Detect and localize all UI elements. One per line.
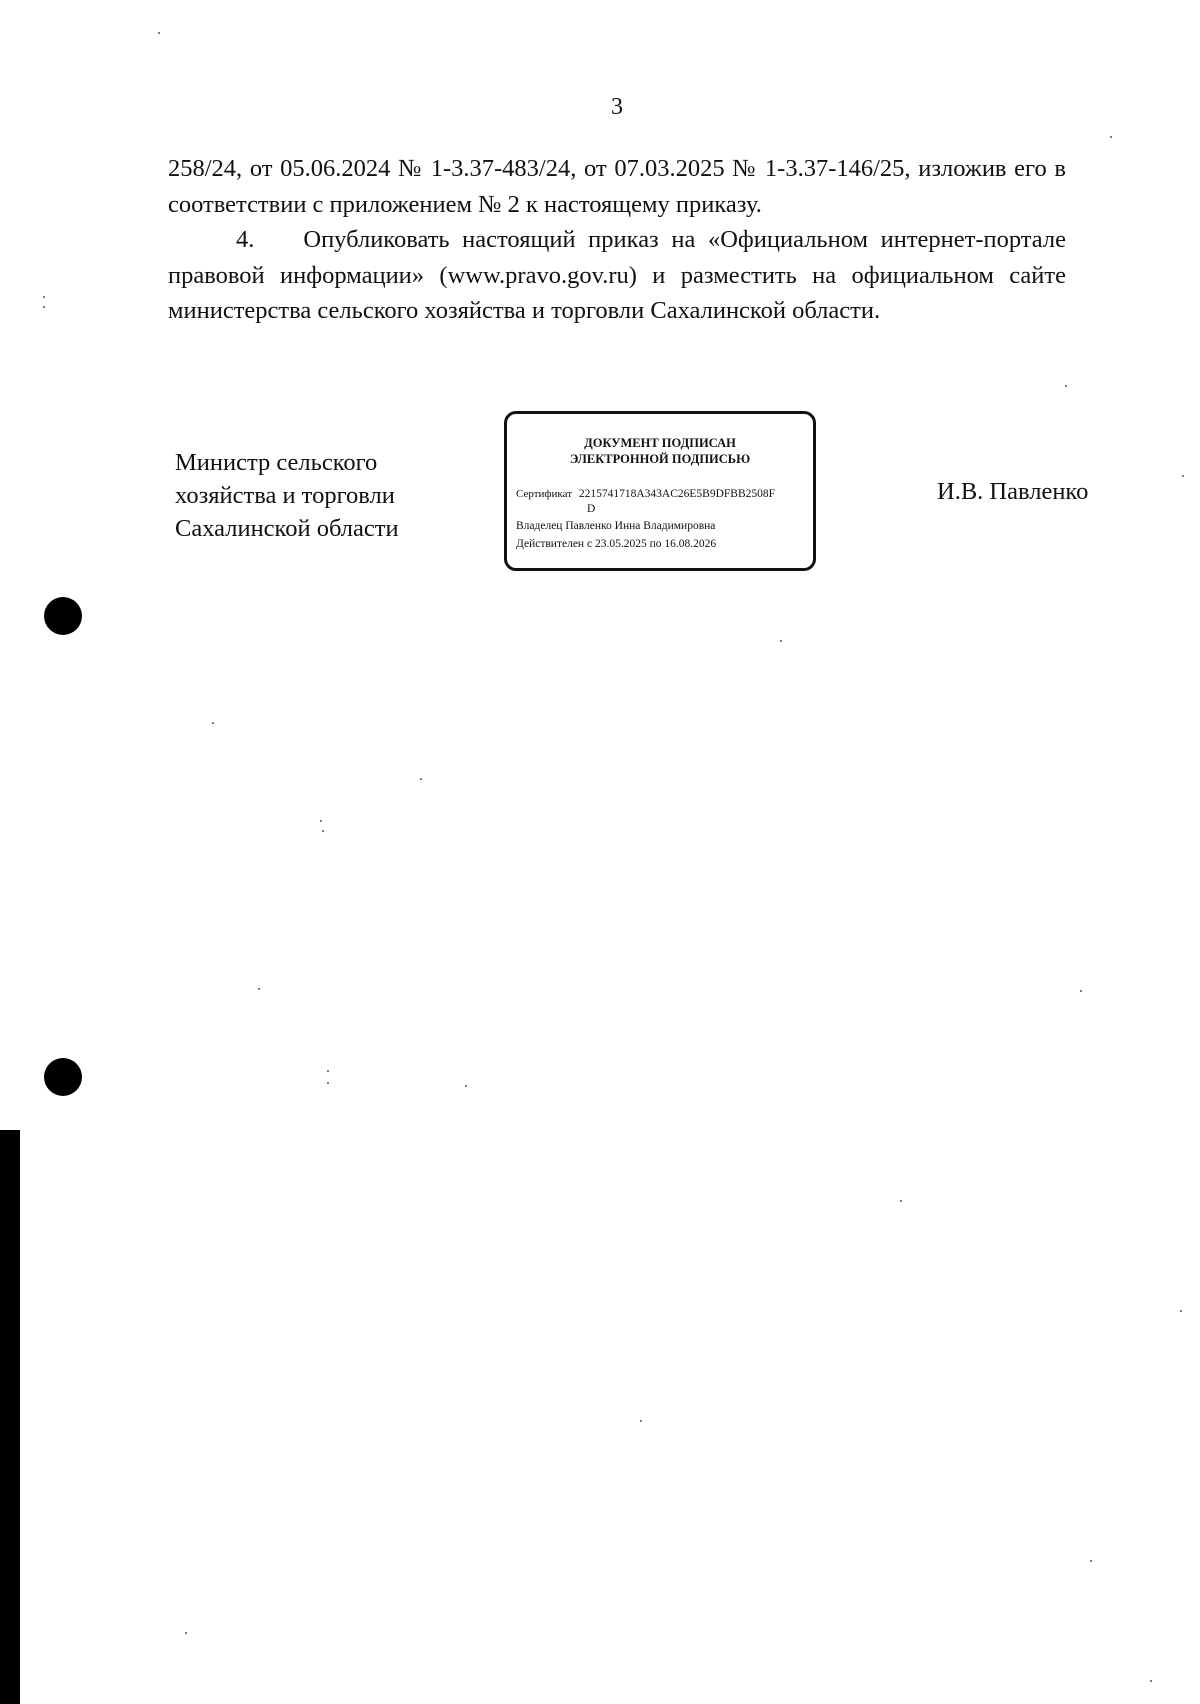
stamp-certificate-value: 2215741718A343AC26E5B9DFBB2508F: [578, 488, 776, 500]
punch-hole-mark: [44, 597, 82, 635]
stamp-title: [507, 435, 813, 467]
signatory-position-line: хозяйства и торговли: [175, 482, 395, 509]
page-number: 3: [611, 94, 623, 120]
stamp-certificate-tail: D: [587, 503, 596, 515]
stamp-owner: Владелец Павленко Инна Владимировна: [516, 520, 716, 532]
scan-edge-bar: [0, 1130, 20, 1704]
stamp-title-line: ДОКУМЕНТ ПОДПИСАН: [584, 436, 736, 450]
signatory-position: [175, 446, 399, 545]
electronic-signature-stamp: [504, 411, 816, 571]
stamp-certificate-label: Сертификат: [516, 488, 572, 500]
body-text: [168, 151, 1066, 329]
punch-hole-mark: [44, 1058, 82, 1096]
stamp-title-line: ЭЛЕКТРОННОЙ ПОДПИСЬЮ: [569, 452, 751, 466]
paragraph-item-4: 4. Опубликовать настоящий приказ на «Официальном интернет-портале правовой информации» (www.pravo.gov.ru) и разместить на официальном сайте министерства сельского хозяйства и торговли Сахалинской области.: [168, 226, 1066, 324]
stamp-certificate: [516, 488, 775, 500]
paragraph-continuation: 258/24, от 05.06.2024 № 1-3.37-483/24, от 07.03.2025 № 1-3.37-146/25, изложив его в соответствии с приложением № 2 к настоящему приказу.: [168, 155, 1066, 218]
signatory-position-line: Сахалинской области: [175, 515, 399, 542]
stamp-validity: Действителен с 23.05.2025 по 16.08.2026: [516, 538, 717, 550]
signatory-position-line: Министр сельского: [175, 449, 378, 476]
signatory-name: И.В. Павленко: [937, 478, 1089, 505]
